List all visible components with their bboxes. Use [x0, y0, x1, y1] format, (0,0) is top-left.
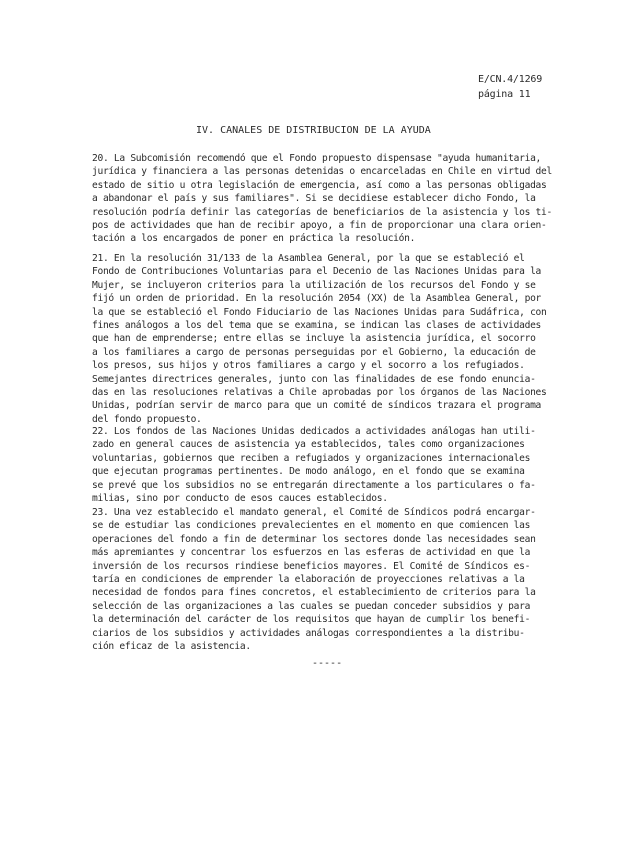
end-mark: ----- — [312, 658, 343, 669]
paragraph-line: voluntarias, gobiernos que reciben a refugiados y organizaciones internacionales — [92, 452, 531, 464]
paragraph-line: inversión de los recursos rindiese beneficios mayores. El Comité de Síndicos es- — [92, 560, 531, 572]
paragraph-line: 23. Una vez establecido el mandato general, el Comité de Síndicos podrá encargar- — [92, 507, 536, 518]
paragraph-line: Semejantes directrices generales, junto con las finalidades de ese fondo enuncia- — [92, 373, 536, 385]
paragraph-20 — [92, 152, 587, 246]
section-heading: IV. CANALES DE DISTRIBUCION DE LA AYUDA — [196, 125, 431, 136]
paragraph-line: resolución podría definir las categorías de beneficiarios de la asistencia y los ti- — [92, 206, 552, 218]
paragraph-line: que ejecutan programas pertinentes. De modo análogo, en el fondo que se examina — [92, 466, 525, 478]
paragraph-line: zado en general cauces de asistencia ya establecidos, tales como organizaciones — [92, 439, 525, 451]
paragraph-line: que han de emprenderse; entre ellas se incluye la asistencia jurídica, el socorro — [92, 333, 536, 345]
paragraph-line: la que se estableció el Fondo Fiduciario de las Naciones Unidas para Sudáfrica, con — [92, 306, 547, 318]
page-number: página 11 — [478, 89, 531, 100]
paragraph-line: taría en condiciones de emprender la elaboración de proyecciones relativas a la — [92, 574, 525, 586]
paragraph-line: tación a los encargados de poner en práctica la resolución. — [92, 233, 416, 245]
paragraph-line: más apremiantes y concentrar los esfuerzos en las esferas de actividad en que la — [92, 547, 531, 559]
paragraph-22 — [92, 425, 587, 505]
document-reference — [478, 72, 542, 102]
paragraph-line: Fondo de Contribuciones Voluntarias para el Decenio de las Naciones Unidas para la — [92, 266, 542, 278]
paragraph-line: das en las resoluciones relativas a Chile aprobadas por los órganos de las Naciones — [92, 387, 547, 399]
paragraph-line: pos de actividades que han de recibir apoyo, a fin de proporcionar una clara orien- — [92, 220, 547, 232]
paragraph-line: fijó un orden de prioridad. En la resolución 2054 (XX) de la Asamblea General, por — [92, 293, 542, 305]
paragraph-line: 22. Los fondos de las Naciones Unidas dedicados a actividades análogas han utili- — [92, 426, 536, 437]
paragraph-line: necesidad de fondos para fines concretos, el establecimiento de criterios para la — [92, 587, 536, 599]
paragraph-line: del fondo propuesto. — [92, 413, 202, 425]
paragraph-line: estado de sitio u otra legislación de emergencia, así como a las personas obligadas — [92, 179, 547, 191]
paragraph-line: los presos, sus hijos y otros familiares a cargo y el socorro a los refugiados. — [92, 360, 525, 372]
paragraph-line: operaciones del fondo a fin de determinar los sectores donde las necesidades sean — [92, 533, 536, 545]
paragraph-line: milias, sino por conducto de esos cauces establecidos. — [92, 493, 388, 505]
document-symbol: E/CN.4/1269 — [478, 74, 543, 85]
paragraph-line: ción eficaz de la asistencia. — [92, 641, 251, 653]
paragraph-line: 21. En la resolución 31/133 de la Asamblea General, por la que se estableció el — [92, 253, 525, 264]
paragraph-21 — [92, 252, 587, 426]
paragraph-line: la determinación del carácter de los requisitos que hayan de cumplir los benefi- — [92, 614, 531, 626]
paragraph-line: se de estudiar las condiciones prevalecientes en el momento en que comiencen las — [92, 520, 531, 532]
paragraph-line: selección de las organizaciones a las cuales se puedan conceder subsidios y para — [92, 600, 531, 612]
paragraph-line: Mujer, se incluyeron criterios para la utilización de los recursos del Fondo y se — [92, 279, 536, 291]
paragraph-line: Unidas, podrían servir de marco para que un comité de síndicos trazara el programa — [92, 400, 542, 412]
paragraph-line: jurídica y financiera a las personas detenidas o encarceladas en Chile en virtud del — [92, 166, 552, 178]
paragraph-line: ciarios de los subsidios y actividades análogas correspondientes a la distribu- — [92, 627, 525, 639]
paragraph-line: a los familiares a cargo de personas perseguidas por el Gobierno, la educación de — [92, 346, 536, 358]
paragraph-line: se prevé que los subsidios no se entregarán directamente a los particulares o fa- — [92, 479, 536, 491]
paragraph-23 — [92, 506, 587, 653]
paragraph-line: 20. La Subcomisión recomendó que el Fondo propuesto dispensase "ayuda humanitaria, — [92, 153, 542, 164]
paragraph-line: a abandonar el país y sus familiares". Si se decidiese establecer dicho Fondo, la — [92, 193, 536, 205]
paragraph-line: fines análogos a los del tema que se examina, se indican las clases de actividades — [92, 320, 542, 332]
